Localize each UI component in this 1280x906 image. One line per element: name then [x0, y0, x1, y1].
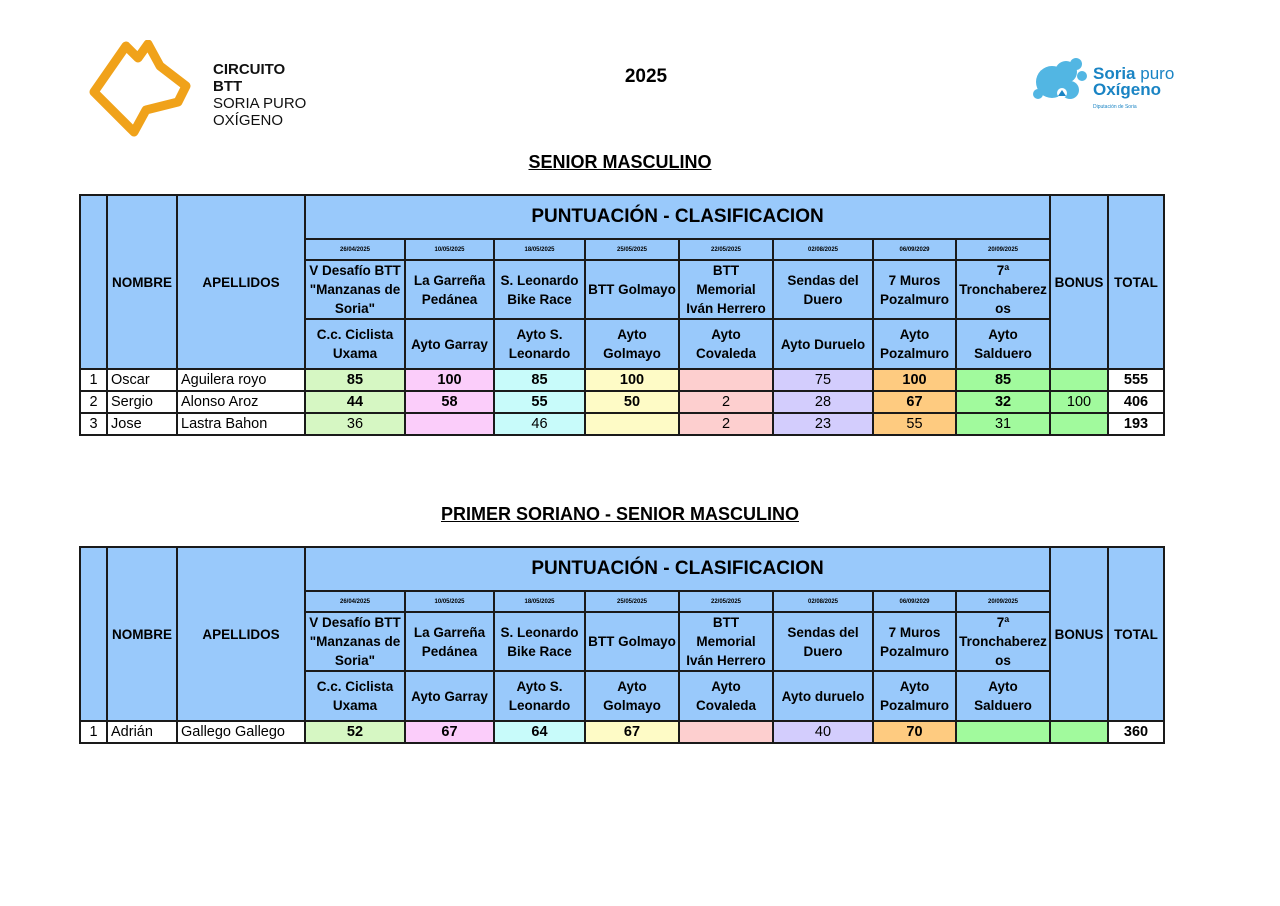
header-text: Soria" — [334, 301, 376, 316]
event-date: 20/09/2025 — [956, 591, 1050, 612]
event-date: 02/08/2025 — [773, 239, 873, 260]
event-name — [956, 612, 1050, 671]
header-text: Pozalmuro — [879, 643, 949, 659]
section-title: PRIMER SORIANO - SENIOR MASCULINO — [440, 504, 799, 524]
score-cell: 67 — [585, 721, 679, 743]
bonus-cell — [1050, 369, 1108, 391]
total-header: TOTAL — [1108, 547, 1164, 721]
score-cell: 85 — [305, 369, 405, 391]
event-date: 10/05/2025 — [405, 239, 494, 260]
event-name — [405, 612, 494, 671]
score-cell: 40 — [773, 721, 873, 743]
score-cell: 58 — [405, 391, 494, 413]
header-text: V Desafío BTT — [309, 615, 401, 630]
apellidos-cell: Lastra Bahon — [177, 413, 305, 435]
event-date: 25/05/2025 — [585, 239, 679, 260]
total-cell: 193 — [1108, 413, 1164, 435]
logo-right-sub: Diputación de Soria — [1093, 104, 1137, 110]
score-cell — [679, 721, 773, 743]
event-organizer — [405, 319, 494, 369]
score-cell: 70 — [873, 721, 956, 743]
header-text: 7ª — [996, 615, 1010, 630]
header-text: Ayto — [617, 327, 647, 342]
event-name — [405, 260, 494, 319]
header-text: Ayto duruelo — [781, 688, 865, 704]
event-date: 22/05/2025 — [679, 591, 773, 612]
header-text: 7ª — [996, 263, 1010, 278]
bonus-cell: 100 — [1050, 391, 1108, 413]
header-text: BTT Golmayo — [588, 282, 676, 297]
position-cell: 1 — [80, 369, 107, 391]
header-text: Uxama — [332, 346, 378, 361]
event-organizer — [405, 671, 494, 721]
logo-word: Oxígeno — [1093, 80, 1162, 99]
score-cell: 55 — [494, 391, 585, 413]
nombre-header: NOMBRE — [107, 547, 177, 721]
header-text: Ayto Duruelo — [780, 336, 866, 352]
position-cell: 3 — [80, 413, 107, 435]
total-cell: 360 — [1108, 721, 1164, 743]
event-name — [494, 260, 585, 319]
circuito-btt-logo — [86, 40, 326, 140]
score-cell: 85 — [494, 369, 585, 391]
nombre-cell: Jose — [107, 413, 177, 435]
soria-puro-oxigeno-logo — [1030, 52, 1230, 122]
header-text: Ayto S. — [516, 679, 563, 694]
total-cell: 406 — [1108, 391, 1164, 413]
score-cell: 64 — [494, 721, 585, 743]
logo-word: puro — [1140, 64, 1175, 83]
table-row — [80, 391, 1164, 413]
event-organizer — [679, 319, 773, 369]
event-organizer — [494, 319, 585, 369]
event-date: 26/04/2025 — [305, 239, 405, 260]
header-text: V Desafío BTT — [309, 263, 401, 278]
header-text: Sendas del — [787, 272, 859, 288]
event-organizer — [956, 319, 1050, 369]
header-text: Pozalmuro — [879, 291, 949, 307]
table-row — [80, 721, 1164, 743]
header-text: Ayto — [988, 327, 1018, 342]
event-date: 06/09/2029 — [873, 239, 956, 260]
event-date: 18/05/2025 — [494, 239, 585, 260]
score-cell: 100 — [585, 369, 679, 391]
header-text: Golmayo — [603, 346, 661, 361]
header-text: Pedánea — [421, 291, 478, 307]
score-cell: 67 — [405, 721, 494, 743]
header-text: BTT — [712, 615, 740, 630]
event-organizer — [585, 319, 679, 369]
logo-right-brand — [1093, 66, 1174, 98]
header-text: Ayto — [617, 679, 647, 694]
header-text: Pozalmuro — [879, 346, 949, 361]
event-date: 02/08/2025 — [773, 591, 873, 612]
nombre-cell: Sergio — [107, 391, 177, 413]
puntuacion-header: PUNTUACIÓN - CLASIFICACION — [305, 195, 1050, 239]
apellidos-header: APELLIDOS — [177, 195, 305, 369]
score-cell: 55 — [873, 413, 956, 435]
score-cell: 2 — [679, 391, 773, 413]
score-cell: 23 — [773, 413, 873, 435]
header-text: BTT — [712, 263, 740, 278]
event-organizer — [494, 671, 585, 721]
score-cell: 2 — [679, 413, 773, 435]
header-text: Golmayo — [603, 698, 661, 713]
event-name — [679, 612, 773, 671]
event-name — [585, 260, 679, 319]
event-organizer — [873, 319, 956, 369]
logo-line: SORIA PURO — [213, 95, 307, 112]
event-organizer — [679, 671, 773, 721]
header-text: Iván Herrero — [686, 301, 766, 316]
header-text: C.c. Ciclista — [316, 679, 394, 694]
score-cell: 52 — [305, 721, 405, 743]
event-name — [956, 260, 1050, 319]
bonus-header: BONUS — [1050, 547, 1108, 721]
event-date: 26/04/2025 — [305, 591, 405, 612]
table-row — [80, 369, 1164, 391]
header-text: Ayto Garray — [411, 688, 488, 704]
header-text: 7 Muros — [888, 272, 941, 288]
header-text: Memorial — [696, 282, 756, 297]
event-name — [873, 612, 956, 671]
header-text: Salduero — [974, 346, 1032, 361]
bonus-header: BONUS — [1050, 195, 1108, 369]
classification-table — [79, 546, 1165, 744]
score-cell: 36 — [305, 413, 405, 435]
event-organizer — [305, 319, 405, 369]
header-text: Ayto — [899, 679, 930, 694]
score-cell: 32 — [956, 391, 1050, 413]
header-text: Duero — [803, 291, 843, 307]
score-cell — [679, 369, 773, 391]
header-text: C.c. Ciclista — [316, 327, 394, 342]
header-text: Bike Race — [507, 291, 572, 307]
header-text: Leonardo — [508, 346, 571, 361]
score-cell: 44 — [305, 391, 405, 413]
header-text: Salduero — [974, 698, 1032, 713]
bubbles-icon — [1030, 52, 1092, 108]
header-text: Covaleda — [695, 346, 757, 361]
score-cell: 100 — [405, 369, 494, 391]
event-date: 10/05/2025 — [405, 591, 494, 612]
year-title: 2025 — [624, 66, 668, 87]
header-text: Tronchaberez — [959, 634, 1047, 649]
score-cell — [956, 721, 1050, 743]
score-cell: 67 — [873, 391, 956, 413]
nombre-cell: Oscar — [107, 369, 177, 391]
score-cell: 31 — [956, 413, 1050, 435]
header-text: Duero — [803, 643, 843, 659]
logo-line: CIRCUITO — [213, 61, 286, 78]
header-text: Ayto — [711, 327, 741, 342]
score-cell: 50 — [585, 391, 679, 413]
header-text: Ayto — [899, 327, 930, 342]
event-organizer — [773, 319, 873, 369]
event-date: 18/05/2025 — [494, 591, 585, 612]
bonus-cell — [1050, 721, 1108, 743]
event-name — [773, 612, 873, 671]
event-name — [873, 260, 956, 319]
event-organizer — [873, 671, 956, 721]
score-cell: 46 — [494, 413, 585, 435]
position-cell: 2 — [80, 391, 107, 413]
header-text: S. Leonardo — [500, 624, 579, 640]
logo-line: BTT — [213, 78, 243, 95]
header-text: "Manzanas de — [309, 282, 401, 297]
event-organizer — [305, 671, 405, 721]
header-text: 7 Muros — [888, 624, 941, 640]
header-text: Sendas del — [787, 624, 859, 640]
score-cell: 28 — [773, 391, 873, 413]
event-name — [773, 260, 873, 319]
header-text: Memorial — [696, 634, 756, 649]
logo-line: OXÍGENO — [213, 112, 284, 129]
header-text: os — [995, 301, 1011, 316]
header-text: BTT Golmayo — [588, 634, 676, 649]
header-text: Pedánea — [421, 643, 478, 659]
header-text: Uxama — [332, 698, 378, 713]
header-text: Ayto — [711, 679, 741, 694]
header-text: Ayto — [988, 679, 1018, 694]
header-text: "Manzanas de — [309, 634, 401, 649]
event-date: 22/05/2025 — [679, 239, 773, 260]
event-organizer — [956, 671, 1050, 721]
event-name — [679, 260, 773, 319]
total-header: TOTAL — [1108, 195, 1164, 369]
header-text: os — [995, 653, 1011, 668]
section-title: SENIOR MASCULINO — [528, 152, 712, 172]
header-text: Bike Race — [507, 643, 572, 659]
header-text: Iván Herrero — [686, 653, 766, 668]
position-header — [80, 195, 107, 369]
score-cell: 85 — [956, 369, 1050, 391]
header-text: Soria" — [334, 653, 376, 668]
score-cell: 100 — [873, 369, 956, 391]
position-header — [80, 547, 107, 721]
nombre-header: NOMBRE — [107, 195, 177, 369]
total-cell: 555 — [1108, 369, 1164, 391]
event-date: 25/05/2025 — [585, 591, 679, 612]
header-text: Leonardo — [508, 698, 571, 713]
event-date: 06/09/2029 — [873, 591, 956, 612]
header-text: Ayto Garray — [411, 336, 488, 352]
score-cell — [405, 413, 494, 435]
apellidos-cell: Aguilera royo — [177, 369, 305, 391]
event-date: 20/09/2025 — [956, 239, 1050, 260]
header-text: Ayto S. — [516, 327, 563, 342]
event-organizer — [585, 671, 679, 721]
event-name — [585, 612, 679, 671]
score-cell — [585, 413, 679, 435]
bonus-cell — [1050, 413, 1108, 435]
header-text: Pozalmuro — [879, 698, 949, 713]
nombre-cell: Adrián — [107, 721, 177, 743]
event-name — [305, 612, 405, 671]
apellidos-cell: Alonso Aroz — [177, 391, 305, 413]
classification-table — [79, 194, 1165, 436]
event-name — [305, 260, 405, 319]
wolf-head-icon — [86, 40, 196, 140]
puntuacion-header: PUNTUACIÓN - CLASIFICACION — [305, 547, 1050, 591]
apellidos-cell: Gallego Gallego — [177, 721, 305, 743]
event-organizer — [773, 671, 873, 721]
apellidos-header: APELLIDOS — [177, 547, 305, 721]
position-cell: 1 — [80, 721, 107, 743]
score-cell: 75 — [773, 369, 873, 391]
logo-word: Soria — [1093, 64, 1136, 83]
event-name — [494, 612, 585, 671]
header-text: La Garreña — [413, 624, 486, 640]
header-text: S. Leonardo — [500, 272, 579, 288]
header-text: Tronchaberez — [959, 282, 1047, 297]
header-text: Covaleda — [695, 698, 757, 713]
header-text: La Garreña — [413, 272, 486, 288]
table-row — [80, 413, 1164, 435]
